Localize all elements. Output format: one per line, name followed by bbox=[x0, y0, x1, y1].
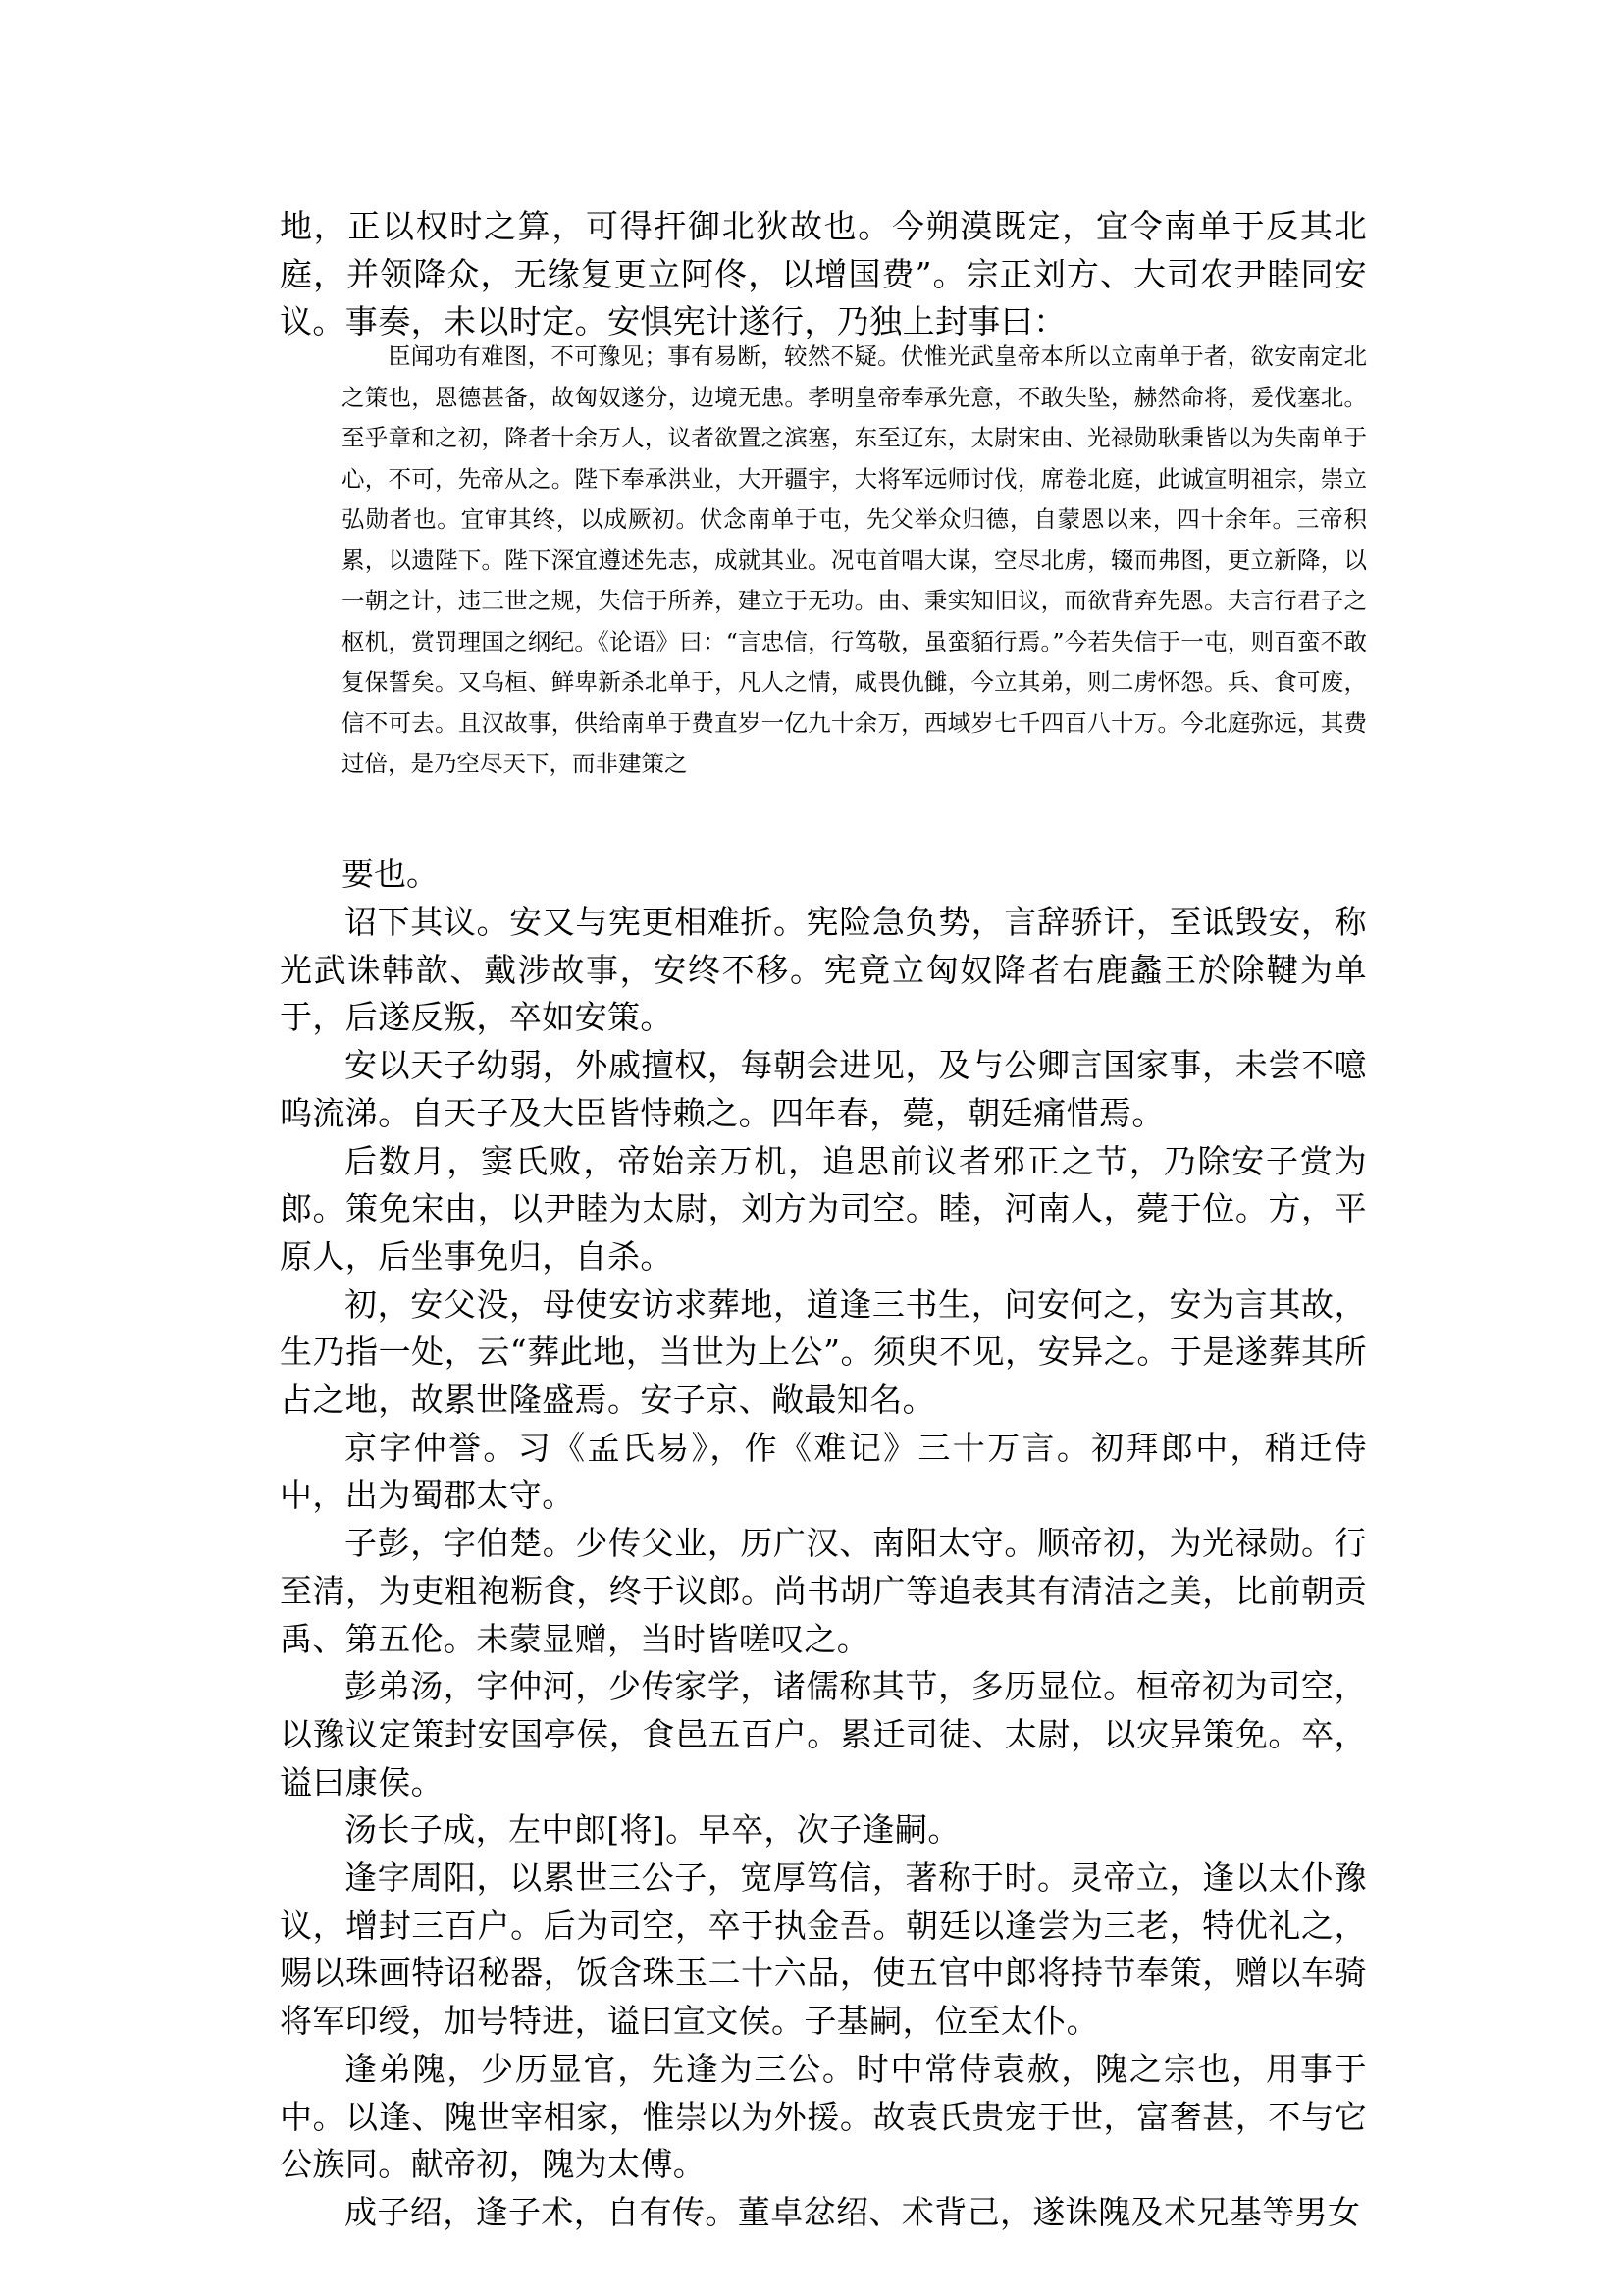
paragraph: 彭弟汤，字仲河，少传家学，诸儒称其节，多历显位。桓帝初为司空，以豫议定策封安国亭侯，食邑五百户。累迁司徒、太尉，以灾异策免。卒，谥曰康侯。 bbox=[280, 1667, 1367, 1801]
top-paragraph: 地，正以权时之算，可得扞御北狄故也。今朔漠既定，宜令南单于反其北庭，并领降众，无缘复更立阿佟，以增国费”。宗正刘方、大司农尹睦同安议。事奏，未以时定。安惧宪计遂行，乃独上封事曰： bbox=[280, 207, 1367, 341]
memorial-quote bbox=[341, 337, 1367, 785]
paragraph: 子彭，字伯楚。少传父业，历广汉、南阳太守。顺帝初，为光禄勋。行至清，为吏粗袍粝食，终于议郎。尚书胡广等追表其有清洁之美，比前朝贡禹、第五伦。未蒙显赠，当时皆嗟叹之。 bbox=[280, 1524, 1367, 1658]
paragraph: 逢弟隗，少历显官，先逢为三公。时中常侍袁赦，隗之宗也，用事于中。以逢、隗世宰相家，惟崇以为外援。故袁氏贵宠于世，富奢甚，不与它公族同。献帝初，隗为太傅。 bbox=[280, 2049, 1367, 2184]
quote-text: 臣闻功有难图，不可豫见；事有易断，较然不疑。伏惟光武皇帝本所以立南单于者，欲安南定北之策也，恩德甚备，故匈奴遂分，边境无患。孝明皇帝奉承先意，不敢失坠，赫然命将，爰伐塞北。至乎章和之初，降者十余万人，议者欲置之滨塞，东至辽东，太尉宋由、光禄勋耿秉皆以为失南单于心，不可，先帝从之。陛下奉承洪业，大开疆宇，大将军远师讨伐，席卷北庭，此诚宣明祖宗，崇立弘勋者也。宜审其终，以成厥初。伏念南单于屯，先父举众归德，自蒙恩以来，四十余年。三帝积累，以遗陛下。陛下深宜遵述先志，成就其业。况屯首唱大谋，空尽北虏，辍而弗图，更立新降，以一朝之计，违三世之规，失信于所养，建立于无功。由、秉实知旧议，而欲背弃先恩。夫言行君子之枢机，赏罚理国之纲纪。《论语》曰：“言忠信，行笃敬，虽蛮貊行焉。”今若失信于一屯，则百蛮不敢复保誓矣。又乌桓、鲜卑新杀北单于，凡人之情，咸畏仇雠，今立其弟，则二虏怀怨。兵、食可废，信不可去。且汉故事，供给南单于费直岁一亿九十余万，西域岁七千四百八十万。今北庭弥远，其费过倍，是乃空尽天下，而非建策之 bbox=[341, 342, 1367, 777]
paragraph: 成子绍，逢子术，自有传。董卓忿绍、术背己，遂诛隗及术兄基等男女 bbox=[344, 2192, 1361, 2231]
paragraph: 初，安父没，母使安访求葬地，道逢三书生，问安何之，安为言其故，生乃指一处，云“葬此地，当世为上公”。须臾不见，安异之。于是遂葬其所占之地，故累世隆盛焉。安子京、敞最知名。 bbox=[280, 1284, 1367, 1420]
paragraph: 汤长子成，左中郎[将]。早卒，次子逢嗣。 bbox=[344, 1810, 961, 1850]
body-paragraphs bbox=[280, 899, 1367, 2237]
paragraph: 逢字周阳，以累世三公子，宽厚笃信，著称于时。灵帝立，逢以太仆豫议，增封三百户。后为司空，卒于执金吾。朝廷以逢尝为三老，特优礼之，赐以珠画特诏秘器，饭含珠玉二十六品，使五官中郎将持节奉策，赠以车骑将军印绶，加号特进，谥曰宣文侯。子基嗣，位至太仆。 bbox=[280, 1858, 1367, 2041]
paragraph: 京字仲誉。习《孟氏易》，作《难记》三十万言。初拜郎中，稍迁侍中，出为蜀郡太守。 bbox=[280, 1428, 1367, 1515]
paragraph: 安以天子幼弱，外戚擅权，每朝会进见，及与公卿言国家事，未尝不噫呜流涕。自天子及大臣皆恃赖之。四年春，薨，朝廷痛惜焉。 bbox=[280, 1046, 1367, 1132]
paragraph: 诏下其议。安又与宪更相难折。宪险急负势，言辞骄讦，至诋毁安，称光武诛韩歆、戴涉故事，安终不移。宪竟立匈奴降者右鹿蠡王於除鞬为单于，后遂反叛，卒如安策。 bbox=[280, 903, 1367, 1037]
paragraph: 后数月，窦氏败，帝始亲万机，追思前议者邪正之节，乃除安子赏为郎。策免宋由，以尹睦为太尉，刘方为司空。睦，河南人，薨于位。方，平原人，后坐事免归，自杀。 bbox=[280, 1141, 1367, 1276]
quote-end: 要也。 bbox=[341, 855, 439, 893]
top-paragraph-block bbox=[280, 203, 1367, 346]
